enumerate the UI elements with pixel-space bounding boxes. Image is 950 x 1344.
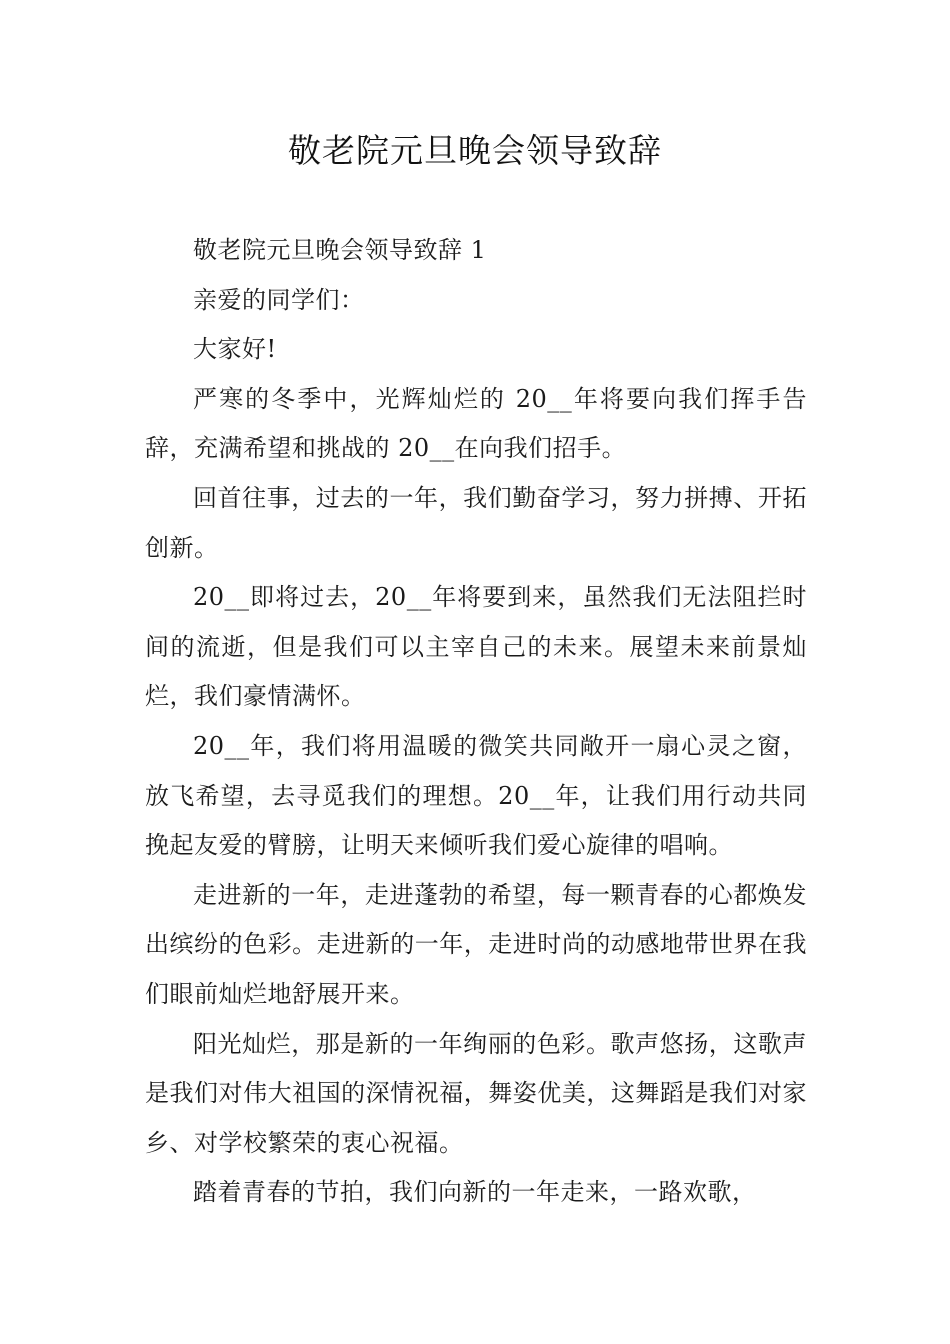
paragraph-salutation: 亲爱的同学们： xyxy=(193,285,365,314)
paragraph: 严寒的冬季中，光辉灿烂的 20__年将要向我们挥手告辞，充满希望和挑战的 20__在向我们招手。 xyxy=(145,384,807,463)
paragraph: 踏着青春的节拍，我们向新的一年走来，一路欢歌， xyxy=(193,1178,757,1207)
paragraph: 走进新的一年，走进蓬勃的希望，每一颗青春的心都焕发出缤纷的色彩。走进新的一年，走进时尚的动感地带世界在我们眼前灿烂地舒展开来。 xyxy=(145,880,807,1008)
paragraph: 20__年，我们将用温暖的微笑共同敞开一扇心灵之窗，放飞希望，去寻觅我们的理想。20__年，让我们用行动共同挽起友爱的臂膀，让明天来倾听我们爱心旋律的唱响。 xyxy=(145,731,807,860)
document-body xyxy=(145,226,807,1218)
paragraph-heading: 敬老院元旦晚会领导致辞 1 xyxy=(193,236,487,264)
paragraph: 回首往事，过去的一年，我们勤奋学习，努力拼搏、开拓创新。 xyxy=(145,483,807,562)
paragraph: 阳光灿烂，那是新的一年绚丽的色彩。歌声悠扬，这歌声是我们对伟大祖国的深情祝福，舞姿优美，这舞蹈是我们对家乡、对学校繁荣的衷心祝福。 xyxy=(145,1029,807,1157)
paragraph: 20__即将过去，20__年将要到来，虽然我们无法阻拦时间的流逝，但是我们可以主宰自己的未来。展望未来前景灿烂，我们豪情满怀。 xyxy=(145,583,807,711)
document-title: 敬老院元旦晚会领导致辞 xyxy=(288,131,662,170)
paragraph-greeting: 大家好! xyxy=(193,335,277,364)
